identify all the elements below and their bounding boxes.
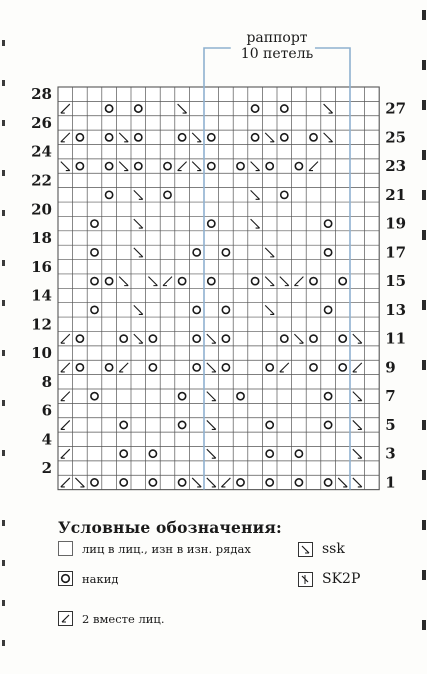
row-number-right: 9 <box>385 358 396 377</box>
legend <box>58 518 388 537</box>
legend-label-knit: лиц в лиц., изн в изн. рядах <box>82 541 251 556</box>
blank-cell-icon <box>58 541 73 556</box>
row-number-left: 16 <box>31 257 52 276</box>
row-number-left: 6 <box>41 401 52 420</box>
row-number-right: 27 <box>385 99 407 118</box>
row-number-right: 23 <box>385 157 407 176</box>
row-number-right: 1 <box>385 473 396 492</box>
row-number-right: 17 <box>385 243 407 262</box>
row-number-left: 10 <box>31 344 52 363</box>
chart-grid <box>58 48 379 490</box>
row-number-right: 25 <box>385 128 407 147</box>
row-number-left: 28 <box>31 85 52 104</box>
legend-item-yarn-over <box>58 571 118 586</box>
row-number-right: 13 <box>385 300 407 319</box>
repeat-caption-line1: раппорт <box>246 30 308 46</box>
legend-item-ssk <box>298 541 345 557</box>
row-number-left: 18 <box>31 229 52 248</box>
row-number-right: 5 <box>385 415 396 434</box>
row-number-left: 20 <box>31 200 52 219</box>
row-number-right: 15 <box>385 272 407 291</box>
ssk-slash-icon <box>298 542 313 557</box>
row-number-right: 7 <box>385 387 396 406</box>
legend-item-knit <box>58 541 251 556</box>
yarn-over-circle-icon <box>58 571 73 586</box>
row-number-left: 24 <box>31 142 52 161</box>
row-number-right: 11 <box>385 329 407 348</box>
row-number-left: 26 <box>31 113 52 132</box>
row-number-left: 2 <box>41 459 52 478</box>
legend-label-yarn-over: накид <box>82 571 119 586</box>
k2tog-slash-icon <box>58 611 73 626</box>
row-number-right: 21 <box>385 185 407 204</box>
row-number-left: 12 <box>31 315 52 334</box>
legend-label-sk2p: SK2P <box>322 571 361 587</box>
row-number-left: 4 <box>41 430 52 449</box>
legend-item-k2tog <box>58 611 164 626</box>
legend-label-k2tog: 2 вместе лиц. <box>82 611 165 626</box>
sk2p-arrow-icon <box>298 572 313 587</box>
legend-title: Условные обозначения: <box>58 518 282 537</box>
row-number-right: 3 <box>385 444 396 463</box>
row-number-left: 8 <box>41 372 52 391</box>
row-number-left: 14 <box>31 286 52 305</box>
row-number-right: 19 <box>385 214 407 233</box>
legend-item-sk2p <box>298 571 360 587</box>
legend-label-ssk: ssk <box>322 541 345 557</box>
row-number-left: 22 <box>31 171 52 190</box>
repeat-caption-line2: 10 петель <box>240 46 314 62</box>
